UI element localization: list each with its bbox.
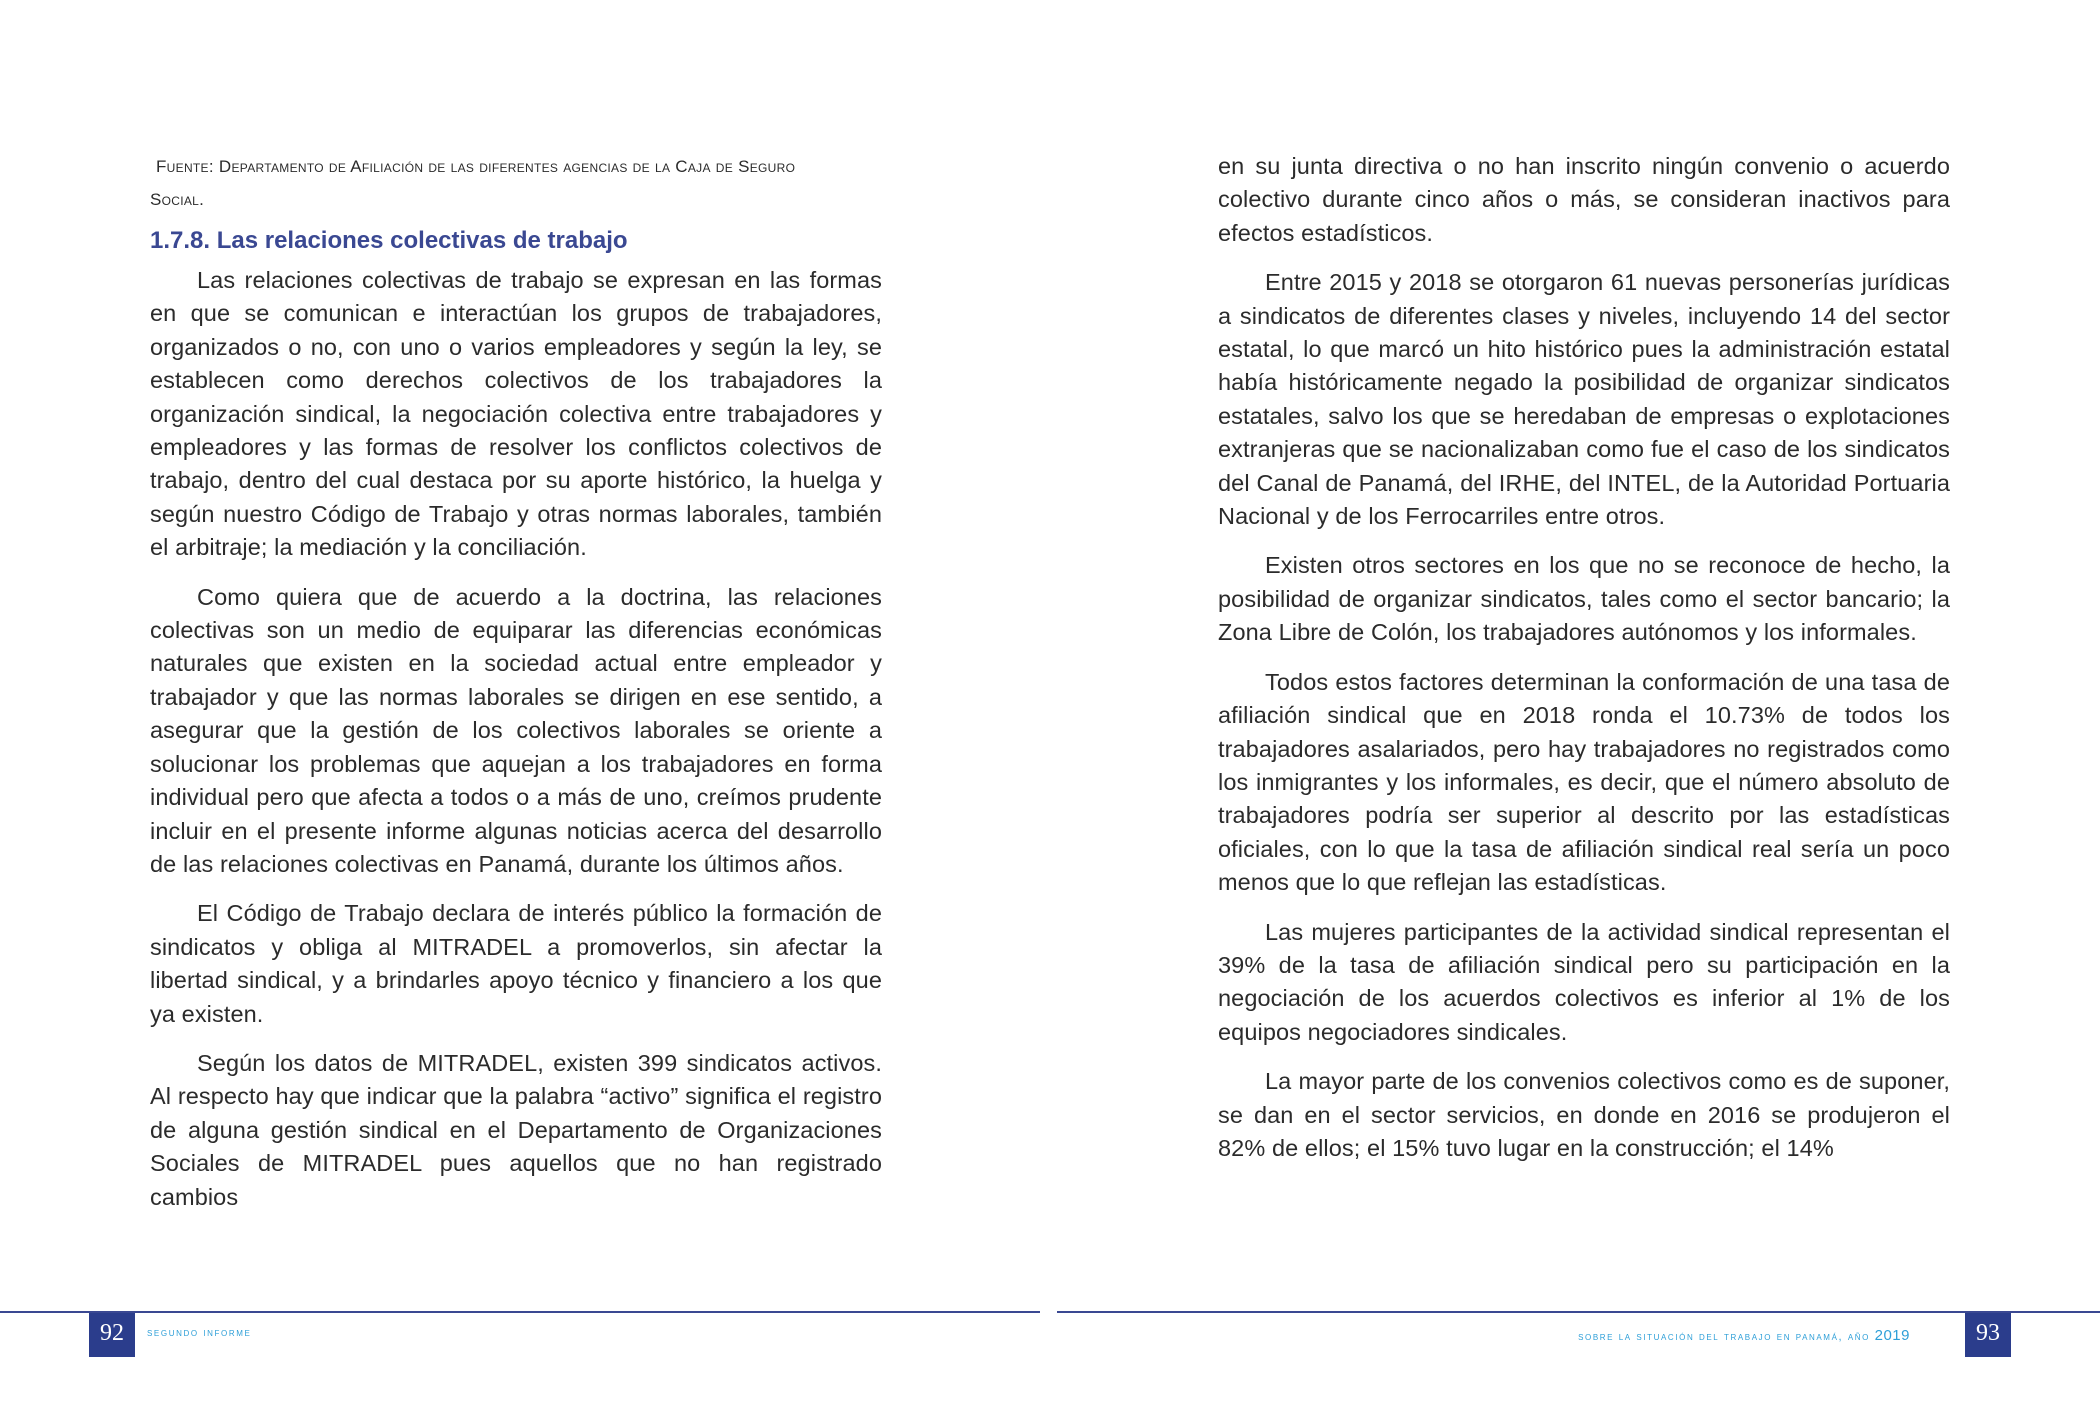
paragraph: La mayor parte de los convenios colectivos como es de suponer, se dan en el sector servicios, en donde en 2016 se produjeron el 82% de ellos; el 15% tuvo lugar en la construcción; el 14%: [1218, 1068, 1950, 1161]
running-head-year: 2019: [1874, 1327, 1910, 1344]
running-head-right: [1578, 1327, 1910, 1344]
paragraph: Existen otros sectores en los que no se reconoce de hecho, la posibilidad de organizar sindicatos, tales como el sector bancario; la Zona Libre de Colón, los trabajadores autónomos y los informales.: [1218, 552, 1950, 646]
paragraph: Según los datos de MITRADEL, existen 399 sindicatos activos. Al respecto hay que indicar que la palabra “activo” significa el registro de alguna gestión sindical en el Departamento de Organizaciones Sociales de MITRADEL pues aquellos que no han registrado cambios: [150, 1049, 882, 1210]
source-note-line-2: Social.: [150, 190, 205, 209]
paragraph: Entre 2015 y 2018 se otorgaron 61 nuevas personerías jurídicas a sindicatos de diferentes clases y niveles, incluyendo 14 del sector estatal, lo que marcó un hito histórico pues la administración estatal había históricamente negado la posibilidad de organizar sindicatos estatales, salvo los que se heredaban de empresas o explotaciones extranjeras que se nacionalizaban como fue el caso de los sindicatos del Canal de Panamá, del IRHE, del INTEL, de la Autoridad Portuaria Nacional y de los Ferrocarriles entre otros.: [1218, 269, 1950, 530]
running-head-right-text: sobre la situación del trabajo en panamá, año: [1578, 1331, 1870, 1343]
paragraph: Las relaciones colectivas de trabajo se expresan en las formas en que se comunican e interactúan los grupos de trabajadores, organizados o no, con uno o varios empleadores y según la ley, se establecen como derechos colectivos de los trabajadores la organización sindical, la negociación colectiva entre trabajadores y empleadores y las formas de resolver los conflictos colectivos de trabajo, dentro del cual destaca por su aporte histórico, la huelga y según nuestro Código de Trabajo y otras normas laborales, también el arbitraje; la mediación y la conciliación.: [150, 267, 882, 561]
footer-rule-right: [1057, 1311, 2100, 1313]
left-page-column: [150, 150, 882, 1230]
right-page-column: [1218, 150, 1950, 1181]
paragraph: Como quiera que de acuerdo a la doctrina, las relaciones colectivas son un medio de equiparar las diferencias económicas naturales que existen en la sociedad actual entre empleador y trabajador y que las normas laborales se dirigen en ese sentido, a asegurar que la gestión de los colectivos laborales se oriente a solucionar los problemas que aquejan a los trabajadores en forma individual pero que afecta a todos o a más de uno, creímos prudente incluir en el presente informe algunas noticias acerca del desarrollo de las relaciones colectivas en Panamá, durante los últimos años.: [150, 583, 882, 877]
section-heading: 1.7.8. Las relaciones colectivas de trabajo: [150, 227, 628, 254]
page-number-left: 92: [89, 1313, 135, 1357]
running-head-left: segundo informe: [147, 1327, 252, 1339]
paragraph: El Código de Trabajo declara de interés público la formación de sindicatos y obliga al MITRADEL a promoverlos, sin afectar la libertad sindical, y a brindarles apoyo técnico y financiero a los que ya existen.: [150, 900, 882, 1027]
page-number-right: 93: [1965, 1313, 2011, 1357]
paragraph: Las mujeres participantes de la actividad sindical representan el 39% de la tasa de afiliación sindical pero su participación en la negociación de los acuerdos colectivos es inferior al 1% de los equipos negociadores sindicales.: [1218, 918, 1950, 1045]
paragraph: Todos estos factores determinan la conformación de una tasa de afiliación sindical que en 2018 ronda el 10.73% de todos los trabajadores asalariados, pero hay trabajadores no registrados como los inmigrantes y los informales, es decir, que el número absoluto de trabajadores podría ser superior al descrito por las estadísticas oficiales, con lo que la tasa de afiliación sindical real sería un poco menos que lo que reflejan las estadísticas.: [1218, 668, 1950, 896]
source-note-line-1: Fuente: Departamento de Afiliación de las diferentes agencias de la Caja de Seguro: [156, 157, 796, 176]
paragraph-continued: en su junta directiva o no han inscrito ningún convenio o acuerdo colectivo durante cinco años o más, se consideran inactivos para efectos estadísticos.: [1218, 153, 1950, 246]
footer-rule-left: [0, 1311, 1040, 1313]
